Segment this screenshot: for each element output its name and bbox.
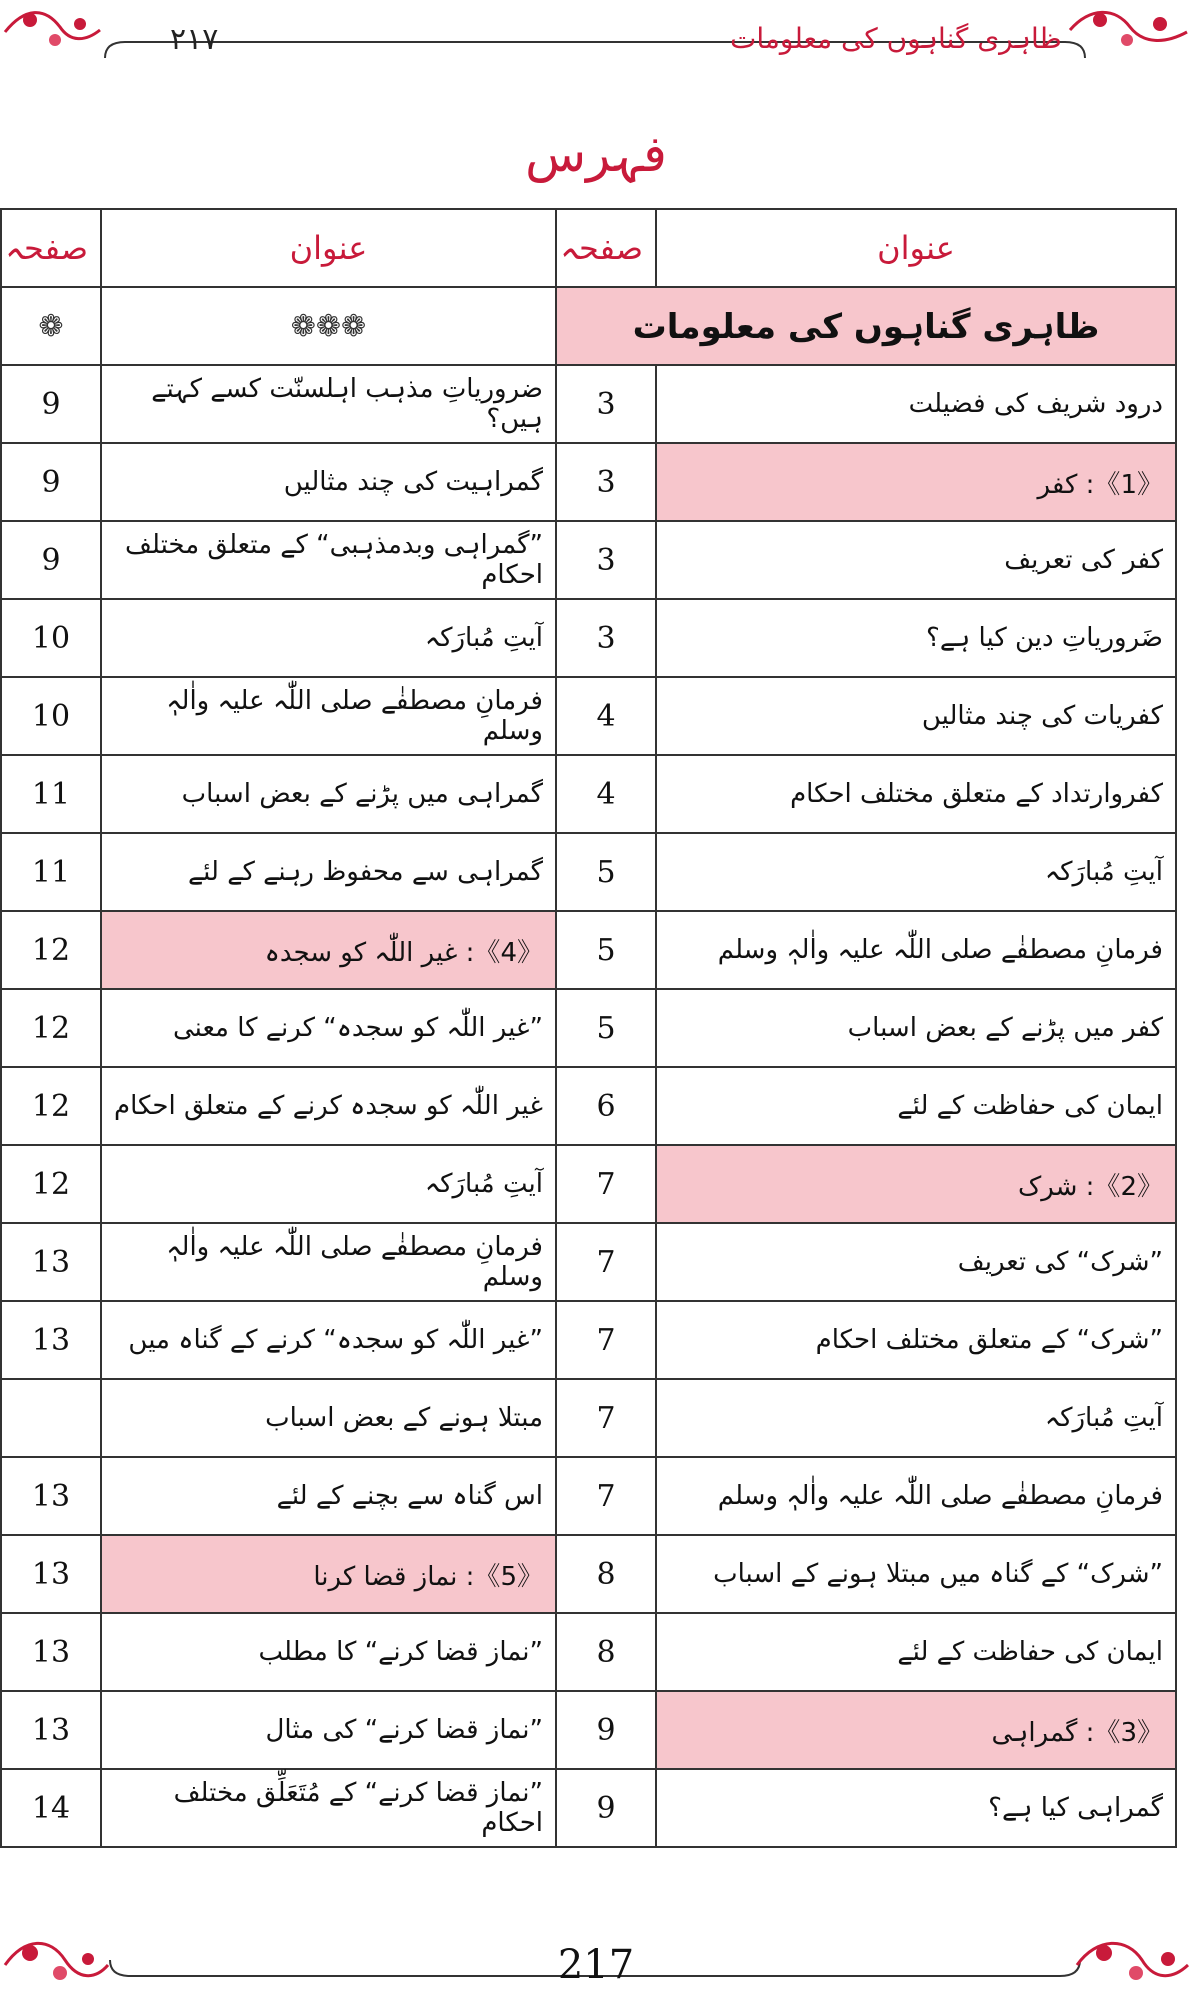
page-cell: 9	[1, 365, 101, 443]
topic-cell: فرمانِ مصطفٰے صلی اللّٰہ علیہ واٰلہٖ وسلم	[101, 1223, 556, 1301]
topic-cell: مبتلا ہونے کے بعض اسباب	[101, 1379, 556, 1457]
header-row	[1, 209, 1176, 287]
table-row	[1, 755, 1176, 833]
topic-cell: اس گناہ سے بچنے کے لئے	[101, 1457, 556, 1535]
topic-cell: ”نماز قضا کرنے“ کی مثال	[101, 1691, 556, 1769]
topic-cell: آیتِ مُبارَکہ	[656, 1379, 1176, 1457]
topic-cell: 《3》: گمراہی	[656, 1691, 1176, 1769]
page-cell: 4	[556, 677, 656, 755]
page-cell: 14	[1, 1769, 101, 1847]
page-cell: 7	[556, 1379, 656, 1457]
page-cell: 6	[556, 1067, 656, 1145]
topic-cell: گمراہی کیا ہے؟	[656, 1769, 1176, 1847]
topic-cell: آیتِ مُبارَکہ	[656, 833, 1176, 911]
topic-cell: ”شرک“ کے متعلق مختلف احکام	[656, 1301, 1176, 1379]
topic-cell: کفروارتداد کے متعلق مختلف احکام	[656, 755, 1176, 833]
page-cell: 7	[556, 1223, 656, 1301]
column-header-topic: عنوان	[656, 209, 1176, 287]
page-cell: 13	[1, 1535, 101, 1613]
table-row	[1, 1301, 1176, 1379]
page-cell: 8	[556, 1535, 656, 1613]
table-row	[1, 1457, 1176, 1535]
page-cell: 3	[556, 365, 656, 443]
table-row	[1, 1613, 1176, 1691]
topic-cell: گمراہیت کی چند مثالیں	[101, 443, 556, 521]
column-header-page: صفحہ	[1, 209, 101, 287]
page-cell: 12	[1, 1145, 101, 1223]
page-cell: 13	[1, 1457, 101, 1535]
header-page-number: ٢١٧	[170, 22, 219, 57]
topic-cell: 《2》: شرک	[656, 1145, 1176, 1223]
page-cell: 13	[1, 1691, 101, 1769]
page-cell: 13	[1, 1301, 101, 1379]
page-cell: 11	[1, 833, 101, 911]
page-cell: 5	[556, 911, 656, 989]
topic-cell: 《1》: کفر	[656, 443, 1176, 521]
topic-cell: ”نماز قضا کرنے“ کے مُتَعَلِّق مختلف احکام	[101, 1769, 556, 1847]
topic-cell: فرمانِ مصطفٰے صلی اللّٰہ علیہ واٰلہٖ وسلم	[656, 911, 1176, 989]
table-row	[1, 443, 1176, 521]
topic-cell: فرمانِ مصطفٰے صلی اللّٰہ علیہ واٰلہٖ وسلم	[656, 1457, 1176, 1535]
page-cell: 10	[1, 677, 101, 755]
page-cell: 3	[556, 521, 656, 599]
page-cell: 13	[1, 1223, 101, 1301]
table-row	[1, 599, 1176, 677]
table-row	[1, 1379, 1176, 1457]
table-row	[1, 1223, 1176, 1301]
page-cell: 11	[1, 755, 101, 833]
topic-cell: کفریات کی چند مثالیں	[656, 677, 1176, 755]
contents-table	[0, 208, 1177, 1848]
ornament-cell: ❁	[1, 287, 101, 365]
topic-cell: ”نماز قضا کرنے“ کا مطلب	[101, 1613, 556, 1691]
page-header	[0, 0, 1192, 80]
page-cell: 12	[1, 989, 101, 1067]
page-cell: 9	[556, 1691, 656, 1769]
table-row	[1, 833, 1176, 911]
page-cell: 10	[1, 599, 101, 677]
table-row	[1, 365, 1176, 443]
topic-cell: آیتِ مُبارَکہ	[101, 599, 556, 677]
floral-ornament-icon	[1065, 2, 1192, 62]
topic-cell: ”غیر اللّٰہ کو سجدہ“ کرنے کے گناہ میں	[101, 1301, 556, 1379]
table-row	[1, 677, 1176, 755]
topic-cell: ”شرک“ کی تعریف	[656, 1223, 1176, 1301]
footer-page-number: 217	[557, 1942, 635, 1988]
column-header-page: صفحہ	[556, 209, 656, 287]
topic-cell: آیتِ مُبارَکہ	[101, 1145, 556, 1223]
topic-cell: 《4》: غیر اللّٰہ کو سجدہ	[101, 911, 556, 989]
table-row	[1, 521, 1176, 599]
page-cell: 5	[556, 989, 656, 1067]
table-row	[1, 1769, 1176, 1847]
topic-cell: غیر اللّٰہ کو سجدہ کرنے کے متعلق احکام	[101, 1067, 556, 1145]
topic-cell: ”غیر اللّٰہ کو سجدہ“ کرنے کا معنی	[101, 989, 556, 1067]
topic-cell: فرمانِ مصطفٰے صلی اللّٰہ علیہ واٰلہٖ وسلم	[101, 677, 556, 755]
table-row	[1, 1691, 1176, 1769]
table-row	[1, 989, 1176, 1067]
topic-cell: درود شریف کی فضیلت	[656, 365, 1176, 443]
topic-cell: گمراہی میں پڑنے کے بعض اسباب	[101, 755, 556, 833]
page-cell: 9	[1, 443, 101, 521]
page-cell: 7	[556, 1145, 656, 1223]
page-cell: 3	[556, 599, 656, 677]
topic-cell: 《5》: نماز قضا کرنا	[101, 1535, 556, 1613]
table-row	[1, 1535, 1176, 1613]
page-cell: 3	[556, 443, 656, 521]
ornament-cell: ❁❁❁	[101, 287, 556, 365]
topic-cell: ”گمراہی وبدمذہبی“ کے متعلق مختلف احکام	[101, 521, 556, 599]
topic-cell: گمراہی سے محفوظ رہنے کے لئے	[101, 833, 556, 911]
floral-ornament-icon	[0, 2, 105, 62]
section-title: ظاہری گناہوں کی معلومات	[556, 287, 1176, 365]
column-header-topic: عنوان	[101, 209, 556, 287]
page-cell: 13	[1, 1613, 101, 1691]
topic-cell: ایمان کی حفاظت کے لئے	[656, 1613, 1176, 1691]
page-cell: 5	[556, 833, 656, 911]
topic-cell: ضَروریاتِ دین کیا ہے؟	[656, 599, 1176, 677]
topic-cell: کفر میں پڑنے کے بعض اسباب	[656, 989, 1176, 1067]
page-cell	[1, 1379, 101, 1457]
topic-cell: ایمان کی حفاظت کے لئے	[656, 1067, 1176, 1145]
topic-cell: ضروریاتِ مذہب اہلسنّت کسے کہتے ہیں؟	[101, 365, 556, 443]
header-book-title: ظاہری گناہوں کی معلومات	[730, 22, 1062, 55]
topic-cell: کفر کی تعریف	[656, 521, 1176, 599]
table-row	[1, 911, 1176, 989]
table-row	[1, 1067, 1176, 1145]
page-cell: 7	[556, 1301, 656, 1379]
page-cell: 9	[1, 521, 101, 599]
page-cell: 12	[1, 1067, 101, 1145]
page-cell: 4	[556, 755, 656, 833]
page-cell: 12	[1, 911, 101, 989]
table-row	[1, 1145, 1176, 1223]
page-cell: 9	[556, 1769, 656, 1847]
topic-cell: ”شرک“ کے گناہ میں مبتلا ہونے کے اسباب	[656, 1535, 1176, 1613]
section-row	[1, 287, 1176, 365]
page-title: فہرس	[525, 125, 667, 183]
page-cell: 7	[556, 1457, 656, 1535]
page-cell: 8	[556, 1613, 656, 1691]
